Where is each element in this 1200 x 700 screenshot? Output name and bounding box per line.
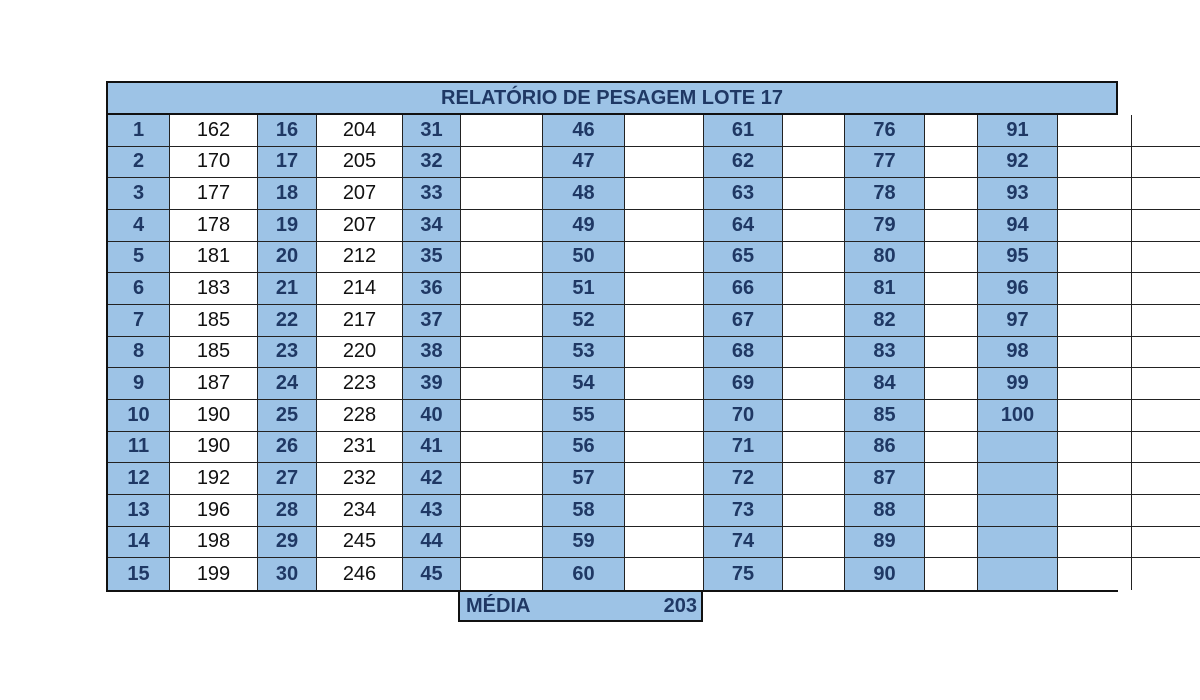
empty-cell <box>1132 305 1200 337</box>
animal-number-cell: 72 <box>704 463 783 495</box>
animal-number-cell: 77 <box>845 147 925 179</box>
animal-number-cell: 32 <box>403 147 461 179</box>
weight-cell: 185 <box>170 337 258 369</box>
weight-cell: 192 <box>170 463 258 495</box>
weight-cell: 207 <box>317 178 403 210</box>
weight-cell <box>925 558 978 590</box>
animal-number-cell: 96 <box>978 273 1058 305</box>
weight-cell <box>925 273 978 305</box>
animal-number-cell: 66 <box>704 273 783 305</box>
weight-cell <box>461 273 543 305</box>
weight-cell <box>783 147 845 179</box>
animal-number-cell: 53 <box>543 337 625 369</box>
weight-cell <box>461 558 543 590</box>
weight-cell <box>1058 115 1132 147</box>
animal-number-cell: 12 <box>108 463 170 495</box>
weight-cell: 212 <box>317 242 403 274</box>
weight-cell <box>461 495 543 527</box>
animal-number-cell: 21 <box>258 273 317 305</box>
weight-cell <box>783 242 845 274</box>
animal-number-cell: 98 <box>978 337 1058 369</box>
weight-cell: 214 <box>317 273 403 305</box>
weight-cell <box>461 115 543 147</box>
animal-number-cell: 50 <box>543 242 625 274</box>
weight-cell <box>625 305 704 337</box>
weight-cell <box>1058 210 1132 242</box>
weight-cell: 190 <box>170 400 258 432</box>
weight-cell <box>783 273 845 305</box>
animal-number-cell: 5 <box>108 242 170 274</box>
weight-cell <box>625 558 704 590</box>
empty-cell <box>1132 242 1200 274</box>
weight-cell <box>925 305 978 337</box>
weight-cell: 185 <box>170 305 258 337</box>
weight-cell <box>925 495 978 527</box>
weight-cell <box>1058 495 1132 527</box>
weight-cell: 223 <box>317 368 403 400</box>
animal-number-cell: 64 <box>704 210 783 242</box>
animal-number-cell: 59 <box>543 527 625 559</box>
animal-number-cell: 94 <box>978 210 1058 242</box>
animal-number-cell: 9 <box>108 368 170 400</box>
weight-cell <box>925 463 978 495</box>
weight-cell <box>625 147 704 179</box>
weight-cell <box>1058 147 1132 179</box>
weight-cell <box>925 527 978 559</box>
weight-cell: 217 <box>317 305 403 337</box>
weight-cell <box>625 495 704 527</box>
animal-number-cell: 17 <box>258 147 317 179</box>
animal-number-cell: 33 <box>403 178 461 210</box>
weight-cell <box>783 368 845 400</box>
animal-number-cell: 20 <box>258 242 317 274</box>
weight-cell <box>925 337 978 369</box>
weight-cell <box>1058 305 1132 337</box>
animal-number-cell: 23 <box>258 337 317 369</box>
empty-cell <box>1132 178 1200 210</box>
animal-number-cell: 27 <box>258 463 317 495</box>
animal-number-cell: 65 <box>704 242 783 274</box>
animal-number-cell: 30 <box>258 558 317 590</box>
animal-number-cell: 19 <box>258 210 317 242</box>
animal-number-cell: 93 <box>978 178 1058 210</box>
animal-number-cell: 90 <box>845 558 925 590</box>
weighing-report-table <box>106 81 1118 592</box>
weight-cell <box>1058 273 1132 305</box>
weight-cell: 190 <box>170 432 258 464</box>
animal-number-cell: 89 <box>845 527 925 559</box>
animal-number-cell: 68 <box>704 337 783 369</box>
animal-number-cell: 39 <box>403 368 461 400</box>
animal-number-cell: 8 <box>108 337 170 369</box>
animal-number-cell: 36 <box>403 273 461 305</box>
weight-cell <box>461 242 543 274</box>
weight-cell <box>625 432 704 464</box>
animal-number-cell: 57 <box>543 463 625 495</box>
animal-number-cell: 70 <box>704 400 783 432</box>
animal-number-cell: 41 <box>403 432 461 464</box>
weight-cell <box>461 337 543 369</box>
animal-number-cell: 84 <box>845 368 925 400</box>
weight-cell: 196 <box>170 495 258 527</box>
weight-cell <box>925 400 978 432</box>
animal-number-cell: 34 <box>403 210 461 242</box>
animal-number-cell: 28 <box>258 495 317 527</box>
average-label: MÉDIA <box>466 594 531 617</box>
weight-cell <box>1058 400 1132 432</box>
empty-cell <box>1132 147 1200 179</box>
empty-cell <box>1132 495 1200 527</box>
animal-number-cell: 85 <box>845 400 925 432</box>
weight-cell: 162 <box>170 115 258 147</box>
weight-cell <box>783 115 845 147</box>
weight-cell <box>625 178 704 210</box>
empty-cell <box>1132 400 1200 432</box>
weight-cell: 183 <box>170 273 258 305</box>
animal-number-cell: 76 <box>845 115 925 147</box>
weight-cell <box>783 432 845 464</box>
animal-number-cell <box>978 495 1058 527</box>
weight-cell <box>625 337 704 369</box>
animal-number-cell: 16 <box>258 115 317 147</box>
animal-number-cell: 87 <box>845 463 925 495</box>
empty-cell <box>1132 273 1200 305</box>
weight-cell <box>925 147 978 179</box>
animal-number-cell: 10 <box>108 400 170 432</box>
weight-cell: 232 <box>317 463 403 495</box>
animal-number-cell: 11 <box>108 432 170 464</box>
weight-cell <box>625 273 704 305</box>
empty-cell <box>1132 558 1200 590</box>
animal-number-cell: 3 <box>108 178 170 210</box>
empty-cell <box>1132 432 1200 464</box>
animal-number-cell: 88 <box>845 495 925 527</box>
weight-cell <box>461 178 543 210</box>
weight-cell <box>925 368 978 400</box>
animal-number-cell: 51 <box>543 273 625 305</box>
weight-cell <box>461 368 543 400</box>
weight-cell: 234 <box>317 495 403 527</box>
animal-number-cell: 25 <box>258 400 317 432</box>
weight-cell: 198 <box>170 527 258 559</box>
animal-number-cell: 35 <box>403 242 461 274</box>
animal-number-cell: 14 <box>108 527 170 559</box>
average-value: 203 <box>663 594 697 617</box>
weight-cell <box>625 400 704 432</box>
animal-number-cell: 38 <box>403 337 461 369</box>
animal-number-cell: 80 <box>845 242 925 274</box>
animal-number-cell: 79 <box>845 210 925 242</box>
animal-number-cell: 69 <box>704 368 783 400</box>
weight-cell: 187 <box>170 368 258 400</box>
weight-cell: 205 <box>317 147 403 179</box>
animal-number-cell: 100 <box>978 400 1058 432</box>
animal-number-cell: 71 <box>704 432 783 464</box>
animal-number-cell: 40 <box>403 400 461 432</box>
weight-cell <box>461 147 543 179</box>
weight-cell: 245 <box>317 527 403 559</box>
weight-cell <box>1058 527 1132 559</box>
weight-cell <box>783 495 845 527</box>
weight-cell <box>783 305 845 337</box>
weight-cell <box>625 115 704 147</box>
weights-grid <box>108 115 1116 590</box>
animal-number-cell: 13 <box>108 495 170 527</box>
animal-number-cell: 62 <box>704 147 783 179</box>
animal-number-cell: 73 <box>704 495 783 527</box>
weight-cell: 220 <box>317 337 403 369</box>
animal-number-cell: 44 <box>403 527 461 559</box>
weight-cell <box>925 432 978 464</box>
report-title: RELATÓRIO DE PESAGEM LOTE 17 <box>108 83 1116 115</box>
weight-cell <box>461 210 543 242</box>
animal-number-cell: 54 <box>543 368 625 400</box>
animal-number-cell: 61 <box>704 115 783 147</box>
animal-number-cell <box>978 463 1058 495</box>
animal-number-cell: 97 <box>978 305 1058 337</box>
animal-number-cell: 47 <box>543 147 625 179</box>
weight-cell <box>925 242 978 274</box>
weight-cell <box>625 368 704 400</box>
weight-cell <box>925 210 978 242</box>
animal-number-cell: 95 <box>978 242 1058 274</box>
animal-number-cell: 29 <box>258 527 317 559</box>
weight-cell <box>1058 558 1132 590</box>
animal-number-cell <box>978 527 1058 559</box>
weight-cell: 177 <box>170 178 258 210</box>
weight-cell <box>783 527 845 559</box>
animal-number-cell: 15 <box>108 558 170 590</box>
weight-cell <box>1058 368 1132 400</box>
animal-number-cell: 4 <box>108 210 170 242</box>
weight-cell: 199 <box>170 558 258 590</box>
animal-number-cell: 6 <box>108 273 170 305</box>
animal-number-cell: 81 <box>845 273 925 305</box>
animal-number-cell: 2 <box>108 147 170 179</box>
animal-number-cell: 83 <box>845 337 925 369</box>
weight-cell: 207 <box>317 210 403 242</box>
weight-cell <box>783 463 845 495</box>
animal-number-cell: 45 <box>403 558 461 590</box>
weight-cell <box>461 400 543 432</box>
empty-cell <box>1132 337 1200 369</box>
animal-number-cell: 56 <box>543 432 625 464</box>
weight-cell <box>783 558 845 590</box>
animal-number-cell: 86 <box>845 432 925 464</box>
animal-number-cell: 75 <box>704 558 783 590</box>
animal-number-cell: 24 <box>258 368 317 400</box>
weight-cell <box>783 178 845 210</box>
animal-number-cell <box>978 558 1058 590</box>
weight-cell <box>625 242 704 274</box>
animal-number-cell <box>978 432 1058 464</box>
animal-number-cell: 22 <box>258 305 317 337</box>
animal-number-cell: 92 <box>978 147 1058 179</box>
weight-cell <box>783 210 845 242</box>
animal-number-cell: 58 <box>543 495 625 527</box>
weight-cell <box>783 337 845 369</box>
animal-number-cell: 52 <box>543 305 625 337</box>
average-box <box>458 592 703 622</box>
animal-number-cell: 31 <box>403 115 461 147</box>
animal-number-cell: 63 <box>704 178 783 210</box>
animal-number-cell: 1 <box>108 115 170 147</box>
weight-cell <box>925 115 978 147</box>
animal-number-cell: 99 <box>978 368 1058 400</box>
animal-number-cell: 67 <box>704 305 783 337</box>
weight-cell <box>1058 178 1132 210</box>
weight-cell <box>1058 463 1132 495</box>
empty-cell <box>1132 210 1200 242</box>
weight-cell <box>1058 337 1132 369</box>
weight-cell <box>625 463 704 495</box>
animal-number-cell: 49 <box>543 210 625 242</box>
empty-cell <box>1132 527 1200 559</box>
animal-number-cell: 42 <box>403 463 461 495</box>
empty-cell <box>1132 115 1200 147</box>
weight-cell: 204 <box>317 115 403 147</box>
animal-number-cell: 46 <box>543 115 625 147</box>
weight-cell: 181 <box>170 242 258 274</box>
weight-cell: 178 <box>170 210 258 242</box>
animal-number-cell: 43 <box>403 495 461 527</box>
empty-cell <box>1132 368 1200 400</box>
weight-cell: 231 <box>317 432 403 464</box>
animal-number-cell: 7 <box>108 305 170 337</box>
weight-cell <box>783 400 845 432</box>
weight-cell <box>1058 432 1132 464</box>
weight-cell <box>461 463 543 495</box>
animal-number-cell: 91 <box>978 115 1058 147</box>
animal-number-cell: 74 <box>704 527 783 559</box>
animal-number-cell: 48 <box>543 178 625 210</box>
animal-number-cell: 60 <box>543 558 625 590</box>
weight-cell <box>625 210 704 242</box>
animal-number-cell: 55 <box>543 400 625 432</box>
weight-cell <box>461 305 543 337</box>
weight-cell <box>925 178 978 210</box>
weight-cell <box>461 432 543 464</box>
weight-cell <box>461 527 543 559</box>
weight-cell: 228 <box>317 400 403 432</box>
animal-number-cell: 78 <box>845 178 925 210</box>
weight-cell: 246 <box>317 558 403 590</box>
animal-number-cell: 82 <box>845 305 925 337</box>
weight-cell: 170 <box>170 147 258 179</box>
animal-number-cell: 18 <box>258 178 317 210</box>
weight-cell <box>625 527 704 559</box>
animal-number-cell: 26 <box>258 432 317 464</box>
empty-cell <box>1132 463 1200 495</box>
animal-number-cell: 37 <box>403 305 461 337</box>
weight-cell <box>1058 242 1132 274</box>
